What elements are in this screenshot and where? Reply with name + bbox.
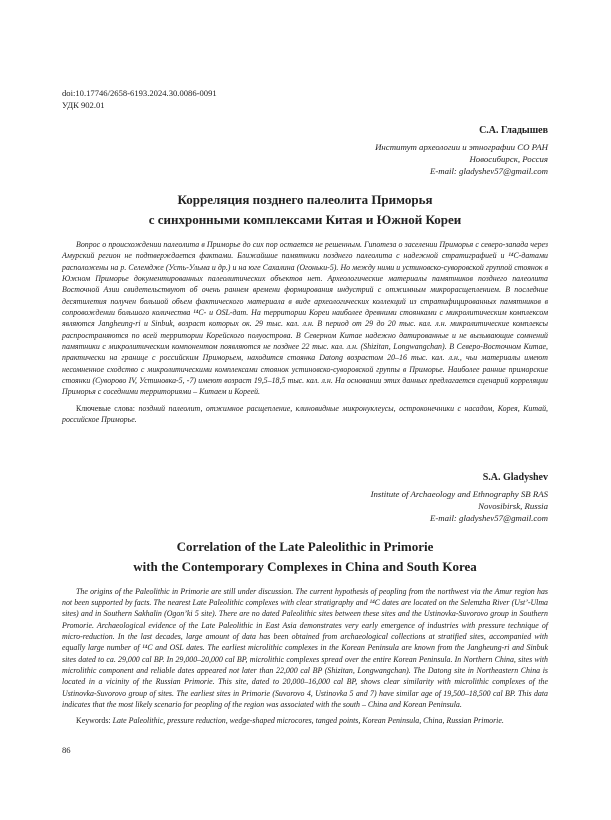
author-en: S.A. Gladyshev [482,471,548,483]
udk: УДК 902.01 [62,99,105,110]
affiliation-ru [62,141,548,177]
title-en [62,537,548,577]
affiliation-institute: Institute of Archaeology and Ethnography SB RAS [370,488,548,499]
keywords-en [62,715,548,726]
abstract-ru: Вопрос о происхождении палеолита в Приморье до сих пор остается не решенным. Гипотеза о заселении Приморья с северо-запада через Амурский регион не подтверждается фактами. Ближайшие памятники позднего палеолита с надежной стратиграфией и ¹⁴С-датами расположены на р. Селемдже (Усть-Ульма и др.) и на юге Сахалина (Огоньки-5). Но между ними и устиновско-суворовской группой стоянок в Южном Приморье документированных палеолитических объектов нет. Археологические материалы памятников позднего палеолита Восточной Азии свидетельствуют об очень раннем времени формирования индустрий с отжимным микрорасщеплением. В последние десятилетия получен большой объем фактического материала в виде археологических коллекций из стратифицированных памятников в сопровождении большого количества ¹⁴С- и OSL-дат. На территории Кореи наиболее древними стоянками с микролитическим комплексом являются Jangheung-ri и Sinbuk, возраст которых ок. 29 тыс. кал. л.н. В период от 29 до 20 тыс. кал. л.н. микролитические комплексы распространяются по всей территории Корейского полуострова. В Северном Китае надежно датированные и не вызывающие сомнений памятники с микролитическим компонентом появляются не позднее 22 тыс. кал. л.н. (Shizitan, Longwangchan). В Северо-Восточном Китае, практически на границе с российским Приморьем, находится стоянка Datong возрастом 20–16 тыс. кал. л.н., чьи материалы имеют несомненное сходство с микролитическими комплексами стоянок устиновско-суворовской группы в Приморье. Наиболее ранние приморские стоянки (Суворово IV, Устиновка-5, -7) имеют возраст 19,5–18,5 тыс. кал. л.н. На основании этих данных предлагается сценарий корреляции Приморья с соседними территориями – Китаем и Кореей. [62,240,548,397]
title-line: with the Contemporary Complexes in China and South Korea [133,558,477,574]
doi: doi:10.17746/2658-6193.2024.30.0086-0091 [62,88,217,98]
keywords-ru [62,403,548,426]
keywords-label: Ключевые слова: [76,403,135,413]
affiliation-city: Novosibirsk, Russia [478,500,548,511]
affiliation-email: E-mail: gladyshev57@gmail.com [429,166,548,176]
affiliation-city: Новосибирск, Россия [469,154,548,164]
affiliation-institute: Институт археологии и этнографии СО РАН [375,142,548,152]
title-line: Correlation of the Late Paleolithic in Primorie [176,538,434,554]
title-line: с синхронными комплексами Китая и Южной Кореи [148,212,462,227]
keywords-value: Late Paleolithic, pressure reduction, wedge-shaped microcores, tanged points, Korean Peninsula, China, Russian Primorie. [112,716,504,726]
author-ru: С.А. Гладышев [479,125,548,136]
affiliation-email: E-mail: gladyshev57@gmail.com [429,512,548,523]
affiliation-en [62,488,548,524]
document-page [62,88,548,755]
keywords-label: Keywords: [76,716,111,726]
abstract-en: The origins of the Paleolithic in Primorie are still under discussion. The current hypothesis of peopling from the northwest via the Amur region has not been supported by facts. The nearest Late Paleolithic complexes with clear stratigraphy and ¹⁴C dates are located on the Selemzha River (Ust’-Ulma sites) and in Southern Sakhalin (Ogon’ki 5 site). There are no dated Paleolithic sites between these sites and the Ustinovka-Suvorovo group in Southern Promorie. Archaeological evidence of the Late Paleolithic in East Asia demonstrates very early emergence of industries with pressure technique of micro-reduction. In the last decades, large amount of data has been obtained from archaeological collections at stratified sites, accompanied with equally large number of ¹⁴C and OSL dates. The earliest microlithic complexes in the Korean Peninsula are known from the Jangheung-ri and Sinbuk sites dated to ca. 29,000 cal BP. In 29,000–20,000 cal BP, microlithic complexes spread over the entire Korean Peninsula. In Northern China, sites with microlithic component and reliable dates appeared not later than 22,000 cal BP (Shizitan, Longwangchan). The Datong site in Northeastern China is located in a vicinity of the Russian Primorie. This site, dated to 20,000–16,000 cal BP, shows clear similarity with microlithic complexes of the Ustinovka-Suvorovo group of sites. The earliest sites in Primorie (Suvorovo 4, Ustinovka 5 and 7) have similar age of 19,500–18,500 cal BP. This data indicates that the most likely scenario for peopling of the region was associated with the south – China and Korean Peninsula. [62,586,548,709]
page-number: 86 [62,744,71,755]
title-line: Корреляция позднего палеолита Приморья [177,192,433,207]
keywords-value: поздний палеолит, отжимное расщепление, клиновидные микронуклеусы, остроконечники с насадом, Корея, Китай, российское Приморье. [62,403,549,425]
title-ru [62,190,548,230]
